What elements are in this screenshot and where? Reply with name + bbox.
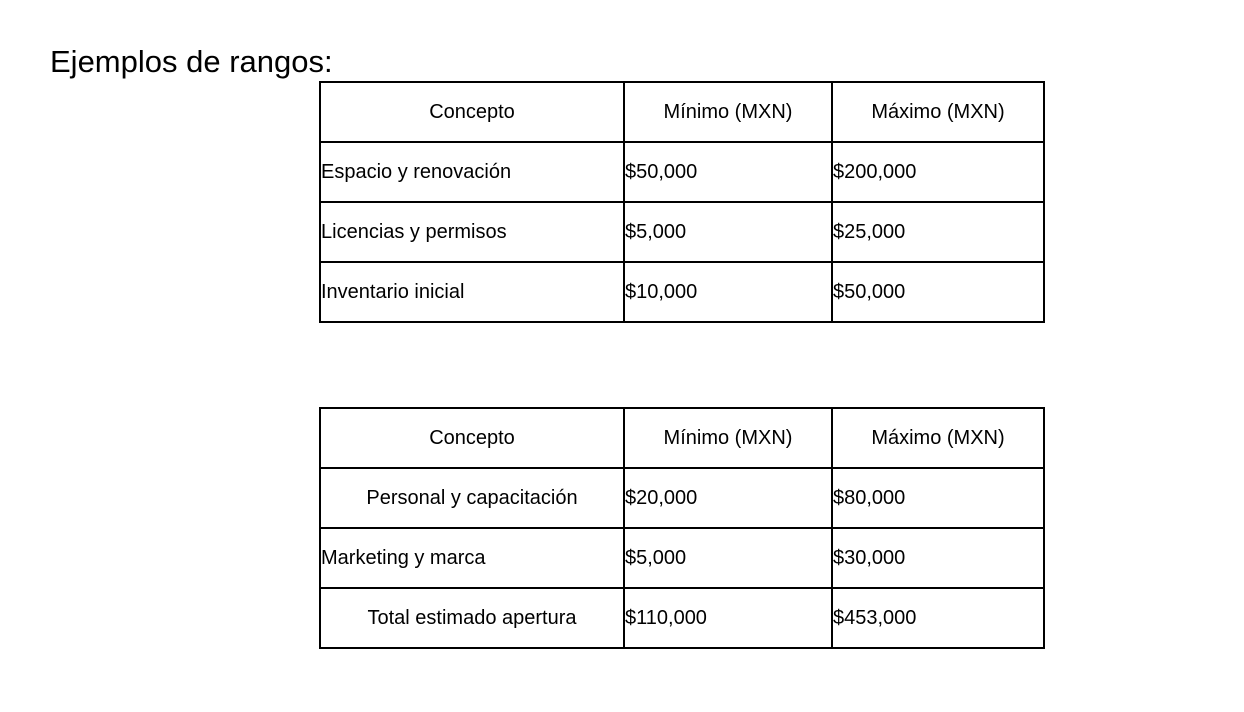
header-concept: Concepto: [320, 408, 624, 468]
cell-minimum: $5,000: [624, 528, 832, 588]
cost-range-table-2: [319, 407, 1045, 649]
page-title: Ejemplos de rangos:: [50, 44, 333, 79]
header-maximum: Máximo (MXN): [832, 82, 1044, 142]
cell-concept: Espacio y renovación: [320, 142, 624, 202]
cell-concept: Personal y capacitación: [320, 468, 624, 528]
table-row: [320, 262, 1044, 322]
header-minimum: Mínimo (MXN): [624, 408, 832, 468]
table-header-row: [320, 82, 1044, 142]
cell-concept: Total estimado apertura: [320, 588, 624, 648]
cell-minimum: $5,000: [624, 202, 832, 262]
cell-minimum: $50,000: [624, 142, 832, 202]
cell-maximum: $200,000: [832, 142, 1044, 202]
header-minimum: Mínimo (MXN): [624, 82, 832, 142]
table-row: [320, 202, 1044, 262]
table-row: [320, 142, 1044, 202]
header-concept: Concepto: [320, 82, 624, 142]
table-row: [320, 528, 1044, 588]
cell-concept: Marketing y marca: [320, 528, 624, 588]
cell-maximum: $80,000: [832, 468, 1044, 528]
cell-maximum: $453,000: [832, 588, 1044, 648]
cell-maximum: $30,000: [832, 528, 1044, 588]
cell-maximum: $25,000: [832, 202, 1044, 262]
table-header-row: [320, 408, 1044, 468]
cell-concept: Inventario inicial: [320, 262, 624, 322]
cell-minimum: $10,000: [624, 262, 832, 322]
cost-range-table-1: [319, 81, 1045, 323]
cell-concept: Licencias y permisos: [320, 202, 624, 262]
cell-maximum: $50,000: [832, 262, 1044, 322]
table-row: [320, 468, 1044, 528]
table-row: [320, 588, 1044, 648]
header-maximum: Máximo (MXN): [832, 408, 1044, 468]
cell-minimum: $20,000: [624, 468, 832, 528]
cell-minimum: $110,000: [624, 588, 832, 648]
